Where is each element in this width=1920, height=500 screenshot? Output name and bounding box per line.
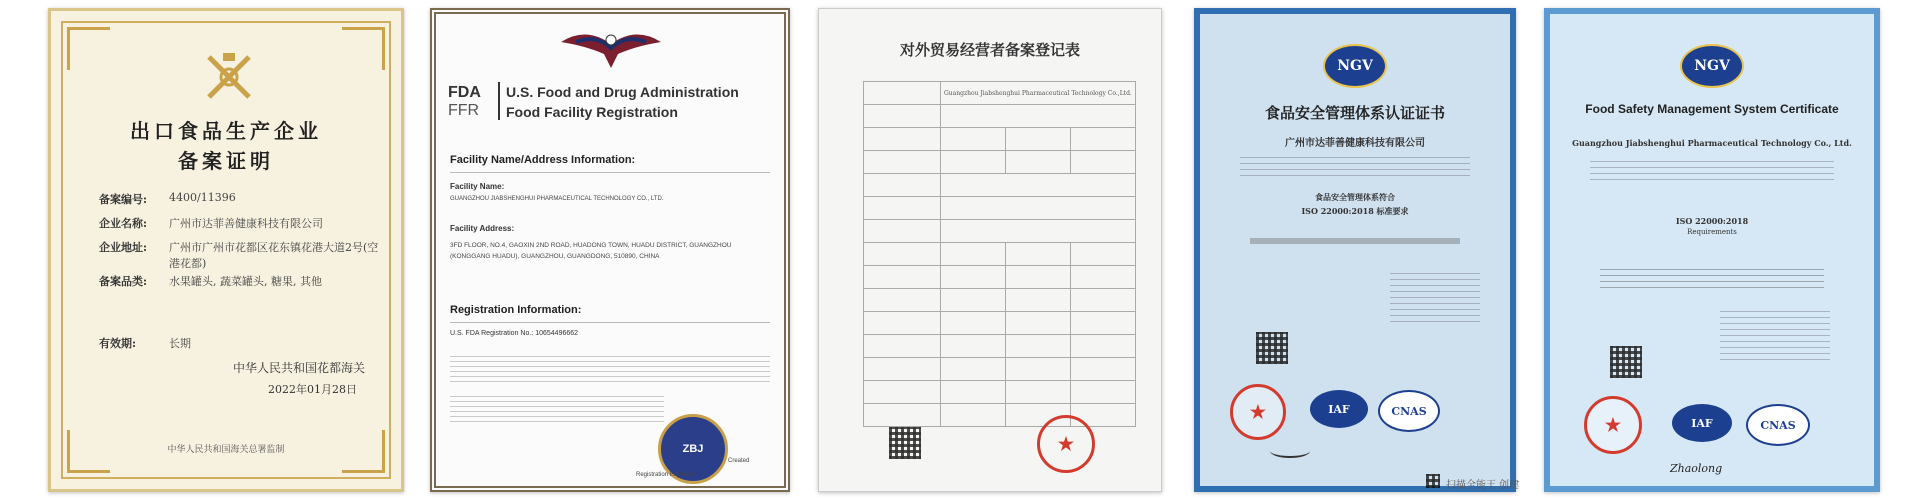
standard-line: ISO 22000:2018 标准要求 (1301, 206, 1409, 216)
field-row (99, 273, 381, 289)
field-label: 有效期: (99, 337, 137, 350)
eagle-icon (556, 24, 666, 70)
scope-text (1600, 264, 1824, 288)
field-value: 水果罐头, 蔬菜罐头, 糖果, 其他 (169, 275, 322, 288)
table-row (864, 289, 1136, 312)
company-name: Guangzhou Jiabshenghui Pharmaceutical Technology Co., Ltd. (1572, 138, 1852, 148)
divider (498, 82, 500, 120)
table-row (864, 220, 1136, 243)
iaf-logo-icon: IAF (1672, 404, 1732, 442)
field-row (99, 335, 381, 351)
fda-label: FDA (448, 84, 481, 101)
divider (450, 322, 770, 323)
scan-caption: 扫描全能王 创建 (1446, 480, 1520, 491)
ffr-label: FFR (448, 102, 480, 119)
official-seal-icon: ★ (1230, 384, 1286, 440)
ornament-corner (67, 27, 110, 70)
table-row (864, 312, 1136, 335)
field-label: U.S. FDA Registration No.: (450, 330, 534, 337)
field-value: 广州市广州市花都区花东镇花港大道2号(空港花都) (169, 241, 379, 270)
field-label: 企业名称: (99, 217, 148, 230)
table-row (864, 358, 1136, 381)
field-value: 4400/11396 (169, 191, 236, 204)
table-row (864, 82, 1136, 105)
cnas-logo-icon: CNAS (1378, 390, 1440, 432)
qr-code-icon (1610, 346, 1642, 378)
customs-emblem-icon (201, 49, 257, 105)
field-value: 广州市达菲善健康科技有限公司 (169, 217, 323, 230)
table-row (864, 243, 1136, 266)
section-heading: Registration Information: (450, 304, 582, 316)
section-heading: Facility Name/Address Information: (450, 154, 636, 166)
table-row (864, 197, 1136, 220)
field-label: 企业地址: (99, 241, 148, 254)
qr-code-icon (889, 427, 921, 459)
certificate-footer: 中华人民共和国海关总署监制 (167, 445, 285, 455)
table-row (864, 105, 1136, 128)
field-row (99, 239, 381, 271)
certificate-title: Food Safety Management System Certificate (1585, 102, 1839, 116)
export-food-registration-certificate (48, 8, 404, 492)
company-name: Guangzhou Jiabshenghui Pharmaceutical Technology Co.,Ltd. (941, 82, 1136, 105)
signature: Zhaolong (1670, 462, 1723, 475)
food-safety-certificate-english (1544, 8, 1880, 492)
certificate-subtitle: Food Facility Registration (506, 104, 678, 120)
field-value: 长期 (169, 337, 191, 350)
form-title: 对外贸易经营者备案登记表 (899, 41, 1080, 59)
certificate-subtitle: 备案证明 (178, 149, 274, 173)
fine-print (1240, 154, 1470, 176)
requirements-label: Requirements (1687, 228, 1737, 236)
zbj-seal-icon: ZBJ (658, 414, 728, 484)
field-value: 10654496662 (535, 330, 579, 337)
iaf-logo-icon: IAF (1310, 390, 1368, 428)
official-seal-icon: ★ (1037, 415, 1095, 473)
divider (450, 172, 770, 173)
agency-name: U.S. Food and Drug Administration (506, 84, 739, 100)
fda-logo (448, 84, 481, 120)
fine-print (450, 396, 664, 422)
qr-code-icon (1426, 474, 1440, 488)
certificate-title: 食品安全管理体系认证证书 (1264, 104, 1445, 122)
table-row (864, 381, 1136, 404)
fine-print (1590, 158, 1834, 180)
field-label: 备案品类: (99, 275, 148, 288)
qr-code-icon (1256, 332, 1288, 364)
fine-print (450, 356, 770, 382)
registration-table (863, 81, 1136, 427)
fine-print (1720, 306, 1830, 360)
ngv-logo-icon: NGV (1323, 44, 1387, 88)
expiration-label: Registration Expiration (636, 472, 697, 478)
signature (1270, 444, 1310, 458)
table-row (864, 128, 1136, 151)
food-safety-certificate-chinese (1194, 8, 1516, 492)
registration-number (450, 330, 578, 337)
field-label: Facility Name: (450, 182, 505, 191)
table-row (864, 151, 1136, 174)
facility-name: GUANGZHOU JIABSHENGHUI PHARMACEUTICAL TECHNOLOGY CO., LTD. (450, 196, 664, 202)
company-name: 广州市达菲善健康科技有限公司 (1285, 138, 1425, 149)
field-label: 备案编号: (99, 193, 148, 206)
field-row (99, 215, 381, 231)
field-row (99, 191, 381, 207)
table-row (864, 335, 1136, 358)
fda-registration-certificate (430, 8, 790, 492)
cnas-logo-icon: CNAS (1746, 404, 1810, 446)
issue-date: 2022年01月28日 (268, 383, 357, 396)
ngv-logo-icon: NGV (1680, 44, 1744, 88)
field-label: Facility Address: (450, 224, 515, 233)
standard: ISO 22000:2018 (1675, 216, 1749, 226)
table-row (864, 266, 1136, 289)
foreign-trade-registration-form (818, 8, 1162, 492)
official-seal-icon: ★ (1584, 396, 1642, 454)
issuer: 中华人民共和国花都海关 (232, 361, 365, 375)
table-row (864, 404, 1136, 427)
scope-line (1250, 238, 1460, 244)
fine-print (1390, 268, 1480, 322)
created-label: Created (728, 458, 750, 464)
standard-line: 食品安全管理体系符合 (1315, 192, 1395, 202)
table-row (864, 174, 1136, 197)
ornament-corner (342, 27, 385, 70)
certificate-title: 出口食品生产企业 (130, 119, 322, 143)
facility-address: 3FD FLOOR, NO.4, GAOXIN 2ND ROAD, HUADONG TOWN, HUADU DISTRICT, GUANGZHOU (KONGGANG HUADU), GUANGZHOU, GUANGDONG, 510890, CHINA (450, 242, 732, 260)
